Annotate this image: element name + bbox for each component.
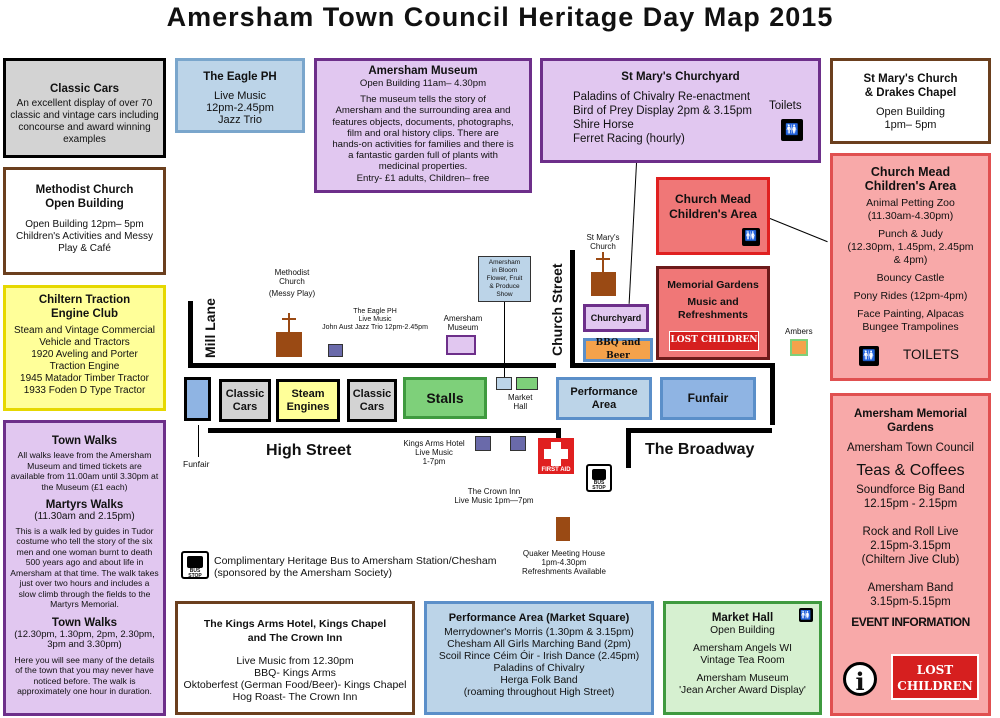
performance-panel [424,601,654,715]
methodist-line: Play & Café [58,243,111,254]
memorial-org: Amersham Town Council [847,442,974,454]
mill-lane-road [188,301,193,366]
methodist-building-icon [276,332,302,357]
map-text: The Crown Inn [467,487,521,496]
stall-text: Classic [352,387,392,400]
walks-title: Town Walks [51,435,118,447]
classic-cars-stall [219,379,271,422]
methodist-title: Methodist Church [35,184,134,196]
chiltern-panel [3,285,166,411]
map-text: Show [496,291,513,298]
chiltern-title: Chiltern Traction [38,294,131,306]
martyrs-text: This is a walk led by guides in Tudor costume who tell the story of the six men and one woman burnt to death 500 years ago and about life in Amersham at that time. The walk takes just over two hours and includes a slow climb through the fields to the Martyrs Memorial. [10,525,159,609]
upper-road-east [570,363,773,368]
kings-arms-marker [475,436,491,451]
children-line: Punch & Judy [878,228,943,240]
market-hall-map-label [508,393,532,411]
memorial-subtitle: Gardens [887,422,934,434]
map-text: Market [508,393,533,402]
map-text: Complimentary Heritage Bus to Amersham Station/Chesham [214,555,497,567]
chiltern-line: 1933 Foden D Type Tractor [23,385,146,396]
map-text: Music and [687,296,739,308]
memorial-line: Rock and Roll Live [862,526,959,538]
memorial-line: Amersham Band [867,582,954,594]
churchyard-line: Ferret Racing (hourly) [573,133,685,145]
map-text: Churchyard [590,312,642,323]
market-hall-title: Market Hall [711,612,774,624]
museum-line: film and oral history clips. There are [347,127,499,139]
classic-cars-title: Classic Cars [49,83,120,95]
performance-line: Paladins of Chivalry [493,663,585,674]
church-street-label: Church Street [549,263,565,356]
heritage-bus-text [214,555,496,579]
bus-stop-icon [586,464,612,492]
performance-line: Herga Folk Band [500,675,578,686]
lost-children-map-sign [669,331,759,351]
funfair-west-stall [184,377,211,421]
performance-title: Performance Area (Market Square) [448,612,630,624]
memorial-line: 3.15pm-5.15pm [870,596,951,608]
performance-line: Scoil Rince Céim Óir - Irish Dance (2.45pm) [438,651,640,662]
churchyard-line: Paladins of Chivalry Re-enactment [573,91,751,103]
stall-text: Cars [232,400,258,413]
chiltern-line: Vehicle and Tractors [39,337,130,348]
map-text: St Mary's [586,233,620,242]
bus-stop-icon [181,551,209,579]
lost-children-text: LOST [916,663,954,677]
church-subtitle: & Drakes Chapel [864,87,957,99]
church-line: Open Building [875,106,946,118]
church-panel [830,58,991,144]
kings-arms-map-label [400,439,468,466]
children-area-subtitle: Children's Area [864,179,957,193]
methodist-panel [3,167,166,275]
classic-cars-line: classic and vintage cars including [10,110,159,121]
churchyard-panel [540,58,821,163]
stall-text: Stalls [426,389,464,406]
map-text: Live Music 1pm—7pm [454,496,534,505]
churchyard-title: St Mary's Churchyard [621,71,740,83]
cross-icon-bar [596,258,610,260]
museum-line: a fantastic garden full of plants with [348,150,498,162]
funfair-pointer [198,425,199,457]
children-toilets-label: TOILETS [903,347,960,362]
memorial-panel [830,393,991,716]
ambers-marker [790,339,808,356]
classic-cars-line: concourse and award winning [18,122,151,133]
memorial-line: (Chiltern Jive Club) [861,554,960,566]
map-text: in Bloom [491,267,518,274]
chiltern-line: 1920 Aveling and Porter [31,349,138,360]
classic-cars-stall-2 [347,379,397,422]
museum-hours: Open Building 11am– 4.30pm [359,78,487,89]
broadway-left-kerb [626,428,631,468]
mill-lane-label: Mill Lane [202,298,218,358]
methodist-line: Children's Activities and Messy [16,231,153,242]
upper-road-east-stub [770,363,775,425]
town-walks-title: Town Walks [51,616,118,629]
memorial-line: Soundforce Big Band [856,484,965,496]
map-text: Museum [447,323,479,332]
map-text: LOST CHILDREN [670,335,758,345]
map-text: BBQ and Beer [595,338,641,361]
chiltern-subtitle: Engine Club [50,308,119,320]
museum-line: Entry- £1 adults, Children– free [356,172,490,184]
stall-text: Cars [359,400,385,413]
market-line: Vintage Tea Room [700,655,785,666]
st-marys-map-label [580,233,626,251]
market-hall-marker-2 [516,377,538,390]
stall-text: Area [591,398,617,411]
eagle-panel [175,58,305,133]
map-text: BUS [189,568,201,574]
stall-text: Classic [225,387,265,400]
map-text: Flower, Fruit [486,275,523,282]
children-area-pointer [770,218,828,242]
toilets-icon: 🚻 [859,346,879,366]
children-line: Pony Rides (12pm-4pm) [853,290,968,302]
churchyard-toilets-label: Toilets [769,100,802,112]
eagle-line: 12pm-2.45pm [206,102,274,114]
map-text: Quaker Meeting House [522,549,606,558]
memorial-line: 12.15pm - 2.15pm [863,498,958,510]
stall-text: Steam [291,387,325,400]
high-street-label: High Street [266,442,352,459]
children-line: Bungee Trampolines [862,321,959,333]
performance-line: Chesham All Girls Marching Band (2pm) [447,639,631,650]
children-line: (12.30pm, 1.45pm, 2.45pm [847,241,974,253]
market-line: Amersham Museum [696,673,789,684]
town-walks-text: Here you will see many of the details of the town that you may never have noticed before. The walk is approximately one hour in duration. [14,654,155,696]
children-line: Animal Petting Zoo [866,197,955,209]
toilets-icon: 🚻 [781,119,803,141]
map-text: 1-7pm [422,457,446,466]
museum-line: The museum tells the story of [360,94,486,106]
crown-map-label [448,487,540,505]
methodist-map-label [262,268,322,298]
funfair-west-label: Funfair [183,459,210,469]
bloom-pointer [504,302,505,377]
market-hall-marker-1 [496,377,512,390]
museum-line: Amersham and the surrounding area and [335,105,511,117]
eagle-title: The Eagle PH [203,71,277,83]
museum-map-label [438,314,488,332]
first-aid-label: FIRST AID [541,467,571,473]
martyrs-times: (11.30am and 2.15pm) [34,511,135,522]
children-area-title: Church Mead [870,165,951,179]
broadway-road [626,428,772,433]
market-line: 'Jean Archer Award Display' [679,685,806,696]
quaker-map-label [516,549,612,576]
map-text: (sponsored by the Amersham Society) [214,567,392,579]
performance-line: (roaming throughout High Street) [463,687,615,698]
museum-panel [314,58,532,193]
cross-icon-bar [282,318,296,320]
bloom-box [478,256,531,302]
map-text: Amersham [488,259,521,266]
market-hall-panel [663,601,822,715]
walks-text: All walks leave from the Amersham Museum and timed tickets are available from 11.00am until 3.30pm at the Museum (£1 each) [10,450,159,492]
performance-line: Merrydowner's Morris (1.30pm & 3.15pm) [444,627,634,638]
classic-cars-line: An excellent display of over 70 [16,98,153,109]
toilets-icon: 🚻 [742,228,760,246]
map-text: Church [590,242,616,251]
methodist-line: Open Building 12pm– 5pm [25,219,144,230]
bbq-map-box [583,338,653,362]
stall-text: Engines [286,400,330,413]
memorial-teas: Teas & Coffees [856,462,965,479]
market-line: Amersham Angels WI [693,643,792,654]
map-text: STOP [592,485,606,491]
children-line: Bouncy Castle [876,272,945,284]
kings-line: Hog Roast- The Crown Inn [232,691,358,703]
churchyard-map-box [583,304,649,332]
methodist-subtitle: Open Building [45,198,124,210]
steam-engines-stall [276,379,340,422]
performance-area-stall [556,377,652,420]
map-text: Refreshments Available [522,567,606,576]
map-text: Church Mead [674,192,751,206]
cross-icon [602,252,604,272]
map-text: Methodist [274,268,310,277]
ambers-label: Ambers [785,327,813,336]
martyrs-title: Martyrs Walks [45,499,124,511]
kings-line: Oktoberfest (German Food/Beer)- Kings Chapel [183,679,407,691]
memorial-map-box [656,266,770,360]
churchyard-pointer [629,163,637,304]
chiltern-line: Steam and Vintage Commercial [14,325,155,336]
map-text: STOP [188,573,202,579]
kings-arms-subtitle: and The Crown Inn [247,632,343,644]
lost-children-text: CHILDREN [897,679,973,693]
kings-line: Live Music from 12.30pm [236,655,354,667]
classic-cars-line: examples [63,134,106,145]
churchyard-line: Shire Horse [573,119,634,131]
page-title: Amersham Town Council Heritage Day Map 2015 [166,2,834,32]
upper-road [188,363,556,368]
map-text: Refreshments [677,309,749,321]
map-text: Children's Area [669,207,757,221]
high-street-road [208,428,560,433]
children-area-panel [830,153,991,381]
broadway-label: The Broadway [645,441,755,458]
event-information-heading: EVENT INFORMATION [851,615,970,629]
museum-title: Amersham Museum [368,65,478,77]
map-text: The Eagle PH [353,308,397,315]
map-text: John Aust Jazz Trio 12pm-2.45pm [322,324,428,331]
map-text: Hall [513,402,528,411]
crown-marker [510,436,526,451]
museum-line: medicinal properties. [378,161,468,173]
children-area-map-box [656,177,770,255]
map-text: Live Music [415,448,453,457]
church-title: St Mary's Church [863,73,958,85]
funfair-stall [660,377,756,420]
church-line: 1pm– 5pm [884,119,937,131]
children-line: (11.30am-4.30pm) [867,210,954,222]
children-line: Face Painting, Alpacas [857,308,964,320]
eagle-map-label [320,308,430,332]
kings-arms-title: The Kings Arms Hotel, Kings Chapel [203,618,387,630]
chiltern-line: Traction Engine [49,361,120,372]
kings-line: BBQ- Kings Arms [254,667,336,679]
map-text: Amersham [443,314,483,323]
museum-marker [446,335,476,355]
map-text: Memorial Gardens [667,279,759,291]
map-text: 1pm-4.30pm [541,558,587,567]
churchyard-line: Bird of Prey Display 2pm & 3.15pm [573,105,752,117]
map-text: Live Music [358,316,392,323]
map-text: BUS [593,480,605,486]
stall-text: Performance [570,385,638,398]
lost-children-sign [891,654,979,700]
eagle-line: Live Music [214,90,266,102]
church-street-road [570,250,575,368]
map-text: & Produce [489,283,520,290]
market-line: Open Building [710,625,775,636]
map-text: Church [279,277,305,286]
st-marys-building-icon [591,272,616,296]
cross-icon [288,313,290,332]
eagle-line: Jazz Trio [217,114,262,126]
map-text: Kings Arms Hotel [403,439,465,448]
map-text: (Messy Play) [268,289,316,298]
stalls-area [403,377,487,419]
museum-line: features objects, documents, photographs, [332,116,514,128]
memorial-title: Amersham Memorial [853,408,968,420]
town-walks-times: (12.30pm, 1.30pm, 2pm, 2.30pm, 3pm and 3.30pm) [14,628,155,650]
classic-cars-panel [3,58,166,158]
museum-line: hands-on activities for families and there is [332,139,514,151]
stall-text: Funfair [687,391,729,405]
walks-panel [3,420,166,716]
eagle-marker [328,344,343,357]
first-aid-icon [538,438,574,474]
children-line: & 4pm) [893,254,928,266]
toilets-icon: 🚻 [800,610,812,620]
memorial-line: 2.15pm-3.15pm [870,540,951,552]
chiltern-line: 1945 Matador Timber Tractor [20,373,149,384]
info-icon: i [843,662,877,696]
kings-arms-panel [175,601,415,715]
quaker-marker [556,517,570,541]
